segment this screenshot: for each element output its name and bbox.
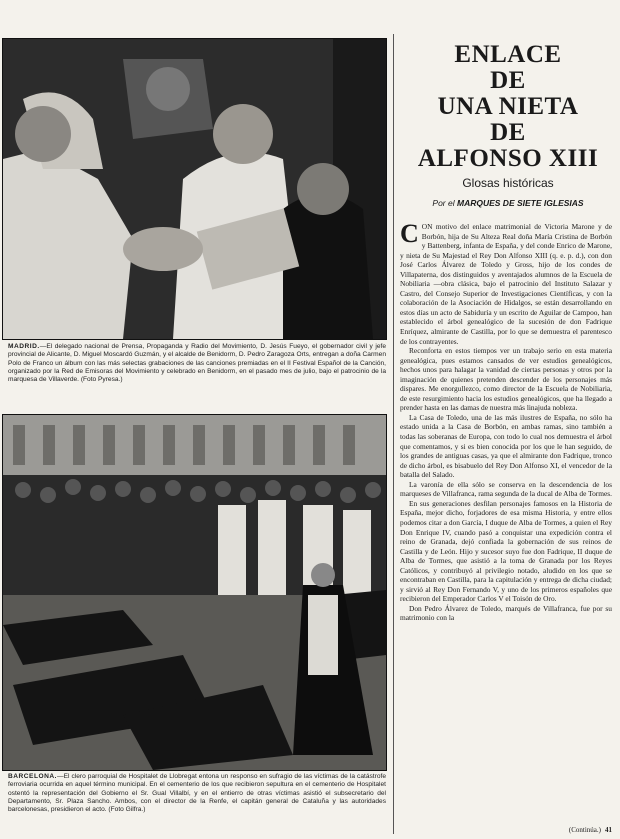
article-title-line: ALFONSO XIII bbox=[417, 145, 599, 172]
article-paragraph: La Casa de Toledo, una de las más ilustres de España, no sólo ha estado unida a la Casa de Borbón, en ambas ramas, sino también a todas las soberanas de Europa, con todo lo cual nos demuestra el árbol que comentamos, y si es bien conocida por los que le han seguido, de los grandes de antiguas casas, ya que el almirante don Fadrique, tronco de dicho árbol, es bisabuelo del Rey Don Alfonso XI, el vencedor de la batalla del Salado. bbox=[400, 412, 612, 480]
photo-caption-barcelona bbox=[8, 773, 386, 814]
caption-text: —El delegado nacional de Prensa, Propaganda y Radio del Movimiento, D. Jesús Fueyo, el gobernador civil y jefe provincial de Alicante, D. Miguel Moscardó Guzmán, y el alcalde de Benidorm, D. Pedro Zaragoza Orts, entregan a doña Carmen Polo de Franco un álbum con las más selectas grabaciones de las canciones premiadas en el II Festival Español de la Canción, organizado por la Red de Emisoras del Movimiento y celebrado en Benidorm, en el pasado mes de julio, bajo el patrocinio de la marquesa de Villaverde. (Foto Pyresa.) bbox=[8, 343, 386, 384]
photo-madrid-ceremony bbox=[2, 38, 387, 340]
caption-text: —El clero parroquial de Hospitalet de Llobregat entona un responso en sufragio de las víctimas de la catástrofe ferroviaria ocurrida en aquel término municipal. En el cementerio de los que recibieron sepultura en el cementerio de Hospitalet ostentó la representación del Gobierno el Sr. Gual Villalbí, y en el entierro de otras víctimas asistió el subsecretario del Departamento, Sr. Plaza Sancho. Ambos, con el director de la Renfe, el capitán general de Cataluña y las autoridades barcelonesas, presidieron el acto. (Foto Gilfra.) bbox=[8, 773, 386, 814]
page-number: 41 bbox=[605, 826, 612, 834]
byline-prefix: Por el bbox=[432, 198, 455, 208]
caption-place: MADRID. bbox=[8, 343, 40, 350]
column-divider bbox=[393, 34, 394, 834]
article-title-line: DE bbox=[490, 67, 526, 94]
caption-place: BARCELONA. bbox=[8, 773, 57, 780]
article-title-line: ENLACE bbox=[454, 41, 562, 68]
article-paragraph: Reconforta en estos tiempos ver un trabajo serio en esta materia genealógica, pues estamos cansados de ver estudios genealógicos, hechos unos para halagar la vanidad de ciertas personas y otros por la imaginación de quienes pretenden descender de los personajes más dispares. Me enorgullezco, como director de la Escuela de Nobiliaria, de este resurgimiento hacia los estudios genealógicos, que ha llegado a prender hasta en las damas de nuestra más linajuda nobleza. bbox=[400, 346, 612, 413]
article-byline bbox=[398, 198, 618, 208]
photo-barcelona-funeral bbox=[2, 414, 387, 771]
article-paragraph: CON motivo del enlace matrimonial de Victoria Marone y de Borbón, hija de Su Alteza Real doña María Cristina de Borbón y Battenberg, infanta de España, y del conde Enrico de Marone, y nieta de Su Majestad el Rey Don Alfonso XIII (q. e. p. d.), con don José Carlos Álvarez de Toledo y Gross, hijo de los condes de Villapaterna, dos distinguidos y aventajados alumnos de la Escuela de Nobiliaria —obra clásica, bajo el patrocinio del Instituto Salazar y Castro, del Consejo Superior de Investigaciones Científicas, y con la colaboración de la Asociación de Hidalgos, se están desarrollando en estos días un acto de Sabiduría y un escrito de Aguilar de Campoo, han establecido el árbol genealógico de la sucesión de don Fadrique Enríquez, almirante de Castilla, por lo que se demuestra el parentesco de los contrayentes. bbox=[400, 219, 612, 346]
byline-author: MARQUES DE SIETE IGLESIAS bbox=[457, 198, 584, 208]
article-subtitle: Glosas históricas bbox=[462, 176, 554, 190]
article-paragraph: En sus generaciones desfilan personajes famosos en la Historia de España, mejor dicho, forjadores de esa misma Historia, y entre ellos podemos citar a don García, I duque de Alba de Tormes, a quien el Rey Don Enrique IV, cuando pasó a conquistar una expedición contra el reino de Granada, dejó confiada la gobernación de sus reinos de Castilla y de León. Hijo y sucesor suyo fue don Fadrique, II duque de Alba de Tormes, que asistió a la toma de Granada por los Reyes Católicos, y contribuyó al privilegio notado, aludido en los que se encontraban en Castilla, para la capitulación y entrega de dicha ciudad; y sirvió al Rey Don Fernando V, y uno de los primeros españoles que recibieron del Emperador Carlos V el Toisón de Oro. bbox=[400, 498, 612, 604]
article-paragraph: La varonía de ella sólo se conserva en la descendencia de los marqueses de Villafranca, rama segunda de la ducal de Alba de Tormes. bbox=[400, 479, 612, 499]
continues-label: (Continúa.) bbox=[568, 826, 601, 834]
article-paragraph: Don Pedro Álvarez de Toledo, marqués de Villafranca, fue por su matrimonio con la bbox=[400, 603, 612, 623]
article-body bbox=[400, 219, 612, 623]
photo-caption-madrid bbox=[8, 343, 386, 384]
drop-cap: C bbox=[400, 219, 419, 248]
continued-footer bbox=[569, 826, 612, 834]
article-title-line: UNA NIETA bbox=[437, 93, 579, 120]
article-title-line: DE bbox=[490, 119, 526, 146]
